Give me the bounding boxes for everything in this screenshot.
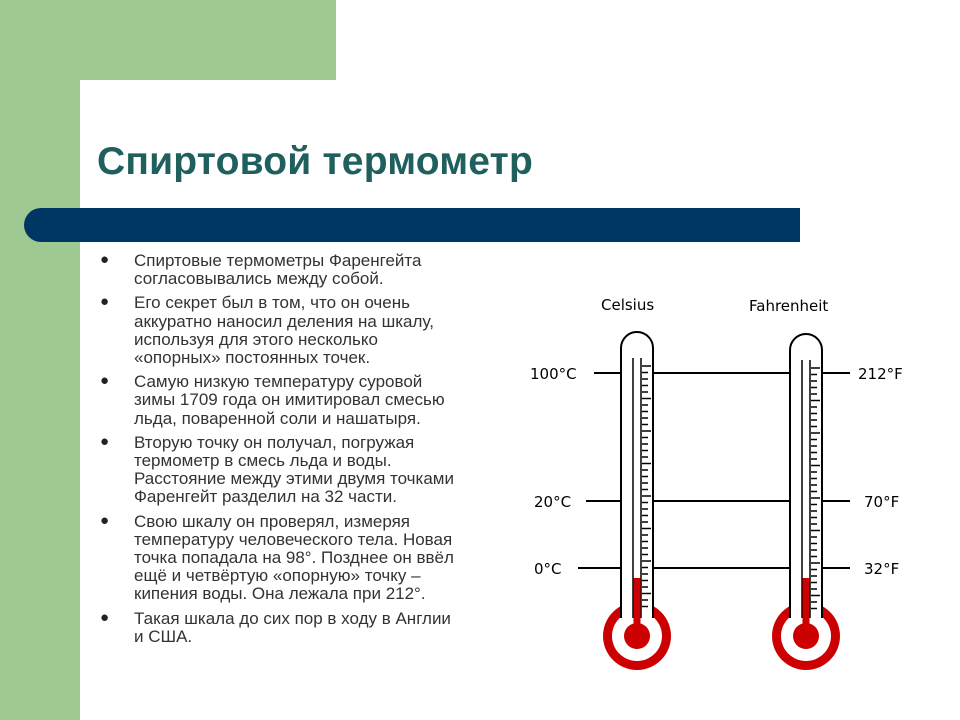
fahrenheit-tube (790, 334, 822, 618)
bullet-item (98, 513, 514, 604)
bullet-text: Спиртовые термометры Фаренгейта согласовывались между собой. (134, 251, 422, 289)
celsius-label: Celsius (601, 296, 655, 314)
bullet-icon: ● (100, 432, 110, 450)
bullet-item (98, 252, 514, 288)
fahrenheit-mark-212: 212°F (858, 365, 903, 383)
thermometer-figure (520, 278, 940, 698)
celsius-tube (621, 332, 653, 618)
bullet-text: Его секрет был в том, что он очень аккуратно наносил деления на шкалу, используя для этого несколько «опорных» постоянных точек. (134, 293, 434, 368)
green-frame-left (0, 0, 80, 720)
bullet-text: Вторую точку он получал, погружая термометр в смесь льда и воды. Расстояние между этими двумя точками Фаренгейт разделил на 32 части. (134, 432, 454, 507)
bullet-item (98, 373, 514, 428)
title-underline-bar (24, 208, 800, 242)
celsius-mark-0: 0°C (534, 560, 562, 578)
bullet-item (98, 610, 514, 646)
celsius-bulb-core (624, 623, 650, 649)
fahrenheit-mark-70: 70°F (864, 493, 900, 511)
celsius-mark-20: 20°C (534, 493, 572, 511)
celsius-mark-100: 100°C (530, 365, 577, 383)
bullet-item (98, 434, 514, 507)
celsius-liquid (634, 578, 641, 624)
fahrenheit-bulb-core (793, 623, 819, 649)
bullet-icon: ● (100, 511, 110, 529)
bullet-icon: ● (100, 251, 110, 268)
bullet-icon: ● (100, 293, 110, 311)
bullet-text: Такая шкала до сих пор в ходу в Англии и США. (134, 608, 451, 646)
fahrenheit-liquid (803, 578, 810, 624)
bullet-icon: ● (100, 608, 110, 626)
green-frame-top (0, 0, 336, 80)
fahrenheit-mark-32: 32°F (864, 560, 900, 578)
thermometer-illustration (520, 278, 940, 698)
bullet-list (98, 252, 514, 652)
bullet-item (98, 294, 514, 367)
bullet-text: Свою шкалу он проверял, измеряя температуру человеческого тела. Новая точка попадала на 98°. Позднее он ввёл ещё и четвёртую «опорную» точку – кипения воды. Она лежала при 212°. (134, 511, 454, 604)
fahrenheit-label: Fahrenheit (749, 297, 829, 315)
bullet-text: Самую низкую температуру суровой зимы 1709 года он имитировал смесью льда, поваренной соли и нашатыря. (134, 372, 445, 428)
bullet-icon: ● (100, 372, 110, 390)
slide-title: Спиртовой термометр (97, 140, 533, 183)
